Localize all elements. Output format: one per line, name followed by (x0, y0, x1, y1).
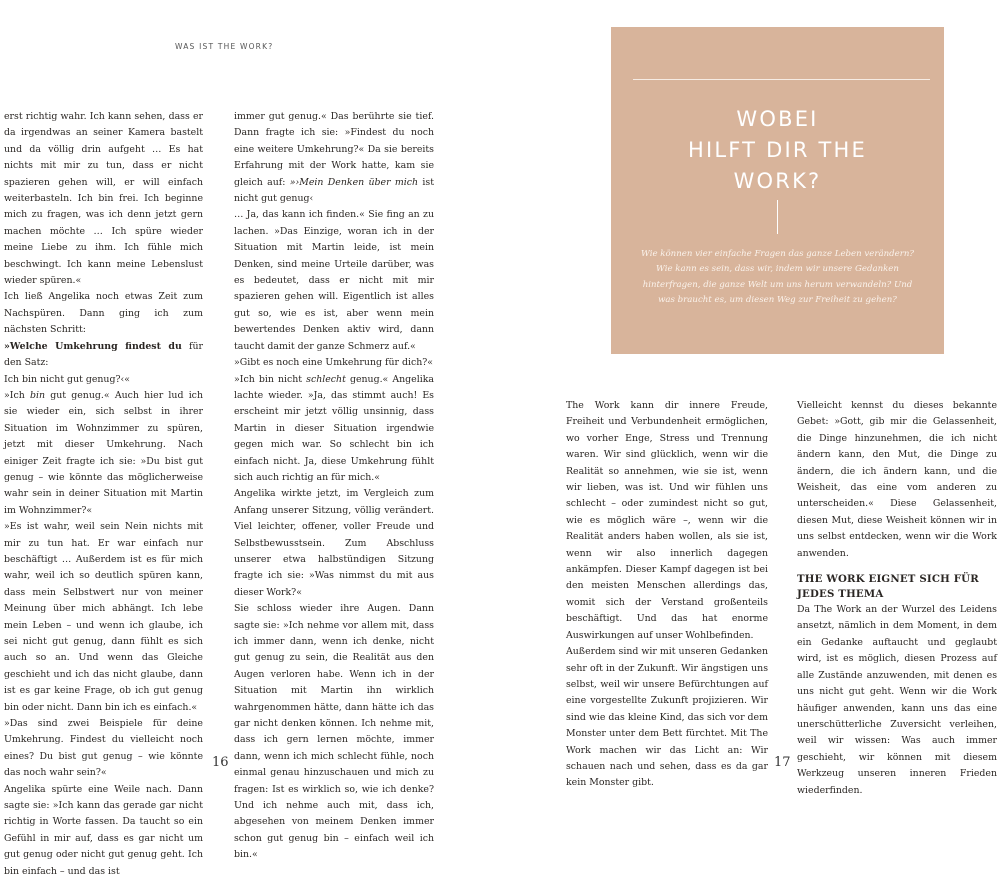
paragraph: Da The Work an der Wurzel des Leidens ansetzt, nämlich in dem Moment, in dem ein Gedanke auftaucht und geglaubt wird, ist es möglich, diesen Prozess auf alle Zustände anzuwenden, mit denen es uns nicht gut geht. Wenn wir die Work häufiger anwenden, kann uns das eine unerschütterliche Zuversicht verleihen, weil wir wissen: Was auch immer geschieht, wir können mit diesem Werkzeug unseren inneren Frieden wiederfinden. (797, 604, 997, 796)
paragraph: erst richtig wahr. Ich kann sehen, dass er da irgendwas an seiner Kamera bastelt und da völlig drin aufgeht … Es hat nichts mit mir zu tun, dass er nicht spazieren gehen will, er will einfach weiterbasteln. Ich bin frei. Ich beginne mich zu fragen, was ich denn jetzt gern machen möchte … Ich spüre wieder meine Liebe zu ihm. Ich fühle mich beschwingt. Ich kann meine Lebenslust wieder spüren.« (4, 111, 203, 287)
italic-word: schlecht (306, 373, 346, 385)
paragraph: Außerdem sind wir mit unseren Gedanken sehr oft in der Zukunft. Wir ängstigen uns selbst, weil wir unsere Befürchtungen auf eine vorgestellte Zukunft projizieren. Wir sind wie das kleine Kind, das sich vor dem Monster unter dem Bett fürchtet. Mit The Work machen wir das Licht an: Wir schauen nach und sehen, dass es da gar kein Monster gibt. (566, 646, 768, 789)
paragraph-text: Ich ließ Angelika noch etwas Zeit zum Nachspüren. Dann ging ich zum nächsten Schritt: (4, 291, 203, 336)
paragraph: »Gibt es noch eine Umkehrung für dich?« (234, 357, 433, 369)
chapter-title-line: HILFT DIR THE (687, 138, 867, 162)
paragraph-text: immer gut genug.« Das berührte sie tief. Dann fragte ich sie: »Findest du noch eine weitere Umkehrung?« Da sie bereits Erfahrung mit der Work hatte, kam sie gleich auf: (234, 111, 434, 188)
italic-quote: »›Mein Denken über mich (289, 176, 419, 188)
paragraph: »Das sind zwei Beispiele für deine Umkehrung. Findest du vielleicht noch eines? Du bist gut genug – wie könnte das noch wahr sein?« (4, 718, 203, 779)
paragraph: »Ich bin gut genug.« Auch hier lud ich sie wieder ein, sich selbst in ihrer Situation im Wohnzimmer zu spüren, jetzt mit dieser Umkehrung. Nach einiger Zeit fragte ich sie: »Du bist gut genug – wie könnte das möglicherweise wahr sein in deiner Situation mit Martin im Wohnzimmer?« (4, 389, 203, 516)
text-column-1 (4, 109, 203, 880)
paragraph: Angelika spürte eine Weile nach. Dann sagte sie: »Ich kann das gerade gar nicht richtig in Worte fassen. Da taucht so ein Gefühl in mir auf, dass es gar nicht um gut genug oder nicht gut genug geht. Ich bin einfach – und das ist (4, 783, 203, 877)
chapter-title-line: WOBEI (736, 107, 819, 131)
page-number-right: 17 (774, 755, 791, 770)
bold-question: »Welche Umkehrung findest du (4, 340, 182, 352)
paragraph-text: für den Satz: (4, 340, 203, 369)
paragraph: … Ja, das kann ich finden.« Sie fing an zu lachen. »Das Einzige, woran ich in der Situation mit Martin leide, ist mein Denken, sind meine Urteile darüber, was es bedeutet, dass er nicht mit mir spazieren gehen will. Eigentlich ist alles gut so, wie es ist, aber wenn mein bewertendes Denken aktiv wird, dann taucht damit der ganze Schmerz auf.« (234, 209, 434, 352)
paragraph: The Work kann dir innere Freude, Freiheit und Verbundenheit ermöglichen, wo vorher Enge, Stress und Trennung waren. Wir sind glücklich, wenn wir die Realität so annehmen, wie sie ist, wenn wir lieben, was ist. Und wir fühlen uns schlecht – oder zumindest nicht so gut, wie es möglich wäre –, wenn wir die Realität anders haben wollen, als sie ist, wenn wir also innerlich dagegen ankämpfen. Dieser Kampf dagegen ist bei den meisten Menschen allerdings das, womit sich der Verstand großenteils beschäftigt. Und das hat enorme Auswirkungen auf unser Wohlbefinden. (566, 400, 768, 641)
paragraph: Angelika wirkte jetzt, im Vergleich zum Anfang unserer Sitzung, völlig verändert. Viel leichter, offener, voller Freude und Selbstbewusstsein. Zum Abschluss unserer etwa halbstündigen Sitzung fragte ich sie: »Was nimmst du mit aus dieser Work?« (234, 488, 434, 598)
paragraph: Ich bin nicht gut genug?‹« (4, 373, 130, 385)
running-head: WAS IST THE WORK? (175, 42, 274, 51)
paragraph-text: »Ich bin nicht (234, 373, 303, 385)
paragraph: Vielleicht kennst du dieses bekannte Gebet: »Gott, gib mir die Gelassenheit, die Dinge hinzunehmen, die ich nicht ändern kann, den Mut, die Dinge zu ändern, die ich ändern kann, und die Weisheit, das eine vom anderen zu unterscheiden.« Diese Gelassenheit, diesen Mut, diese Weisheit können wir in uns selbst entdecken, wenn wir die Work anwenden. (797, 400, 997, 559)
chapter-title (611, 104, 944, 197)
paragraph: Sie schloss wieder ihre Augen. Dann sagte sie: »Ich nehme vor allem mit, dass ich immer dann, wenn ich denke, nicht gut genug zu sein, die Realität aus den Augen verloren habe. Wenn ich in der Situation mit Martin ihn wirklich wahrgenommen hätte, dann hätte ich das gar nicht denken können. Ich nehme mit, dass ich gern lernen möchte, immer dann, wenn ich mich schlecht fühle, noch einmal genau hinzuschauen und mich zu fragen: Ist es wirklich so, wie ich denke? Und ich nehme auch mit, dass ich, abgesehen von meinem Denken immer schon gut genug bin – einfach weil ich bin.« (234, 603, 434, 861)
paragraph (234, 372, 434, 487)
section-heading: THE WORK EIGNET SICH FÜR JEDES THEMA (797, 573, 979, 601)
page-number-left: 16 (212, 755, 229, 770)
chapter-intro-text: Wie können vier einfache Fragen das ganze Leben verändern? Wie kann es sein, dass wir, indem wir unsere Gedanken hinterfragen, die ganze Welt um uns herum verwandeln? Und was braucht es, um diesen Weg zur Freiheit zu gehen? (641, 249, 914, 306)
italic-word: bin (29, 389, 45, 401)
text-column-4 (797, 398, 997, 799)
paragraph: »Es ist wahr, weil sein Nein nichts mit mir zu tun hat. Er war einfach nur beschäftigt … Außerdem ist es für mich wahr, weil ich so deutlich spüren kann, dass mein Selbstwert nur von meiner Meinung über mich abhängt. Ich lebe mein Leben – und wenn ich glaube, ich sei nicht gut genug, dann fühlt es sich auch so an. Und wenn das Gleiche geschieht und ich das nicht glaube, dann ist es gar keine Frage, ob ich gut genug bin oder nicht. Dann bin ich es einfach.« (4, 521, 203, 713)
paragraph (234, 109, 434, 207)
text-column-3 (566, 398, 768, 792)
paragraph-text: ist nicht gut genug‹ (234, 176, 434, 205)
text-column-2 (234, 109, 434, 864)
right-page (504, 0, 1000, 800)
box-vertical-divider (777, 200, 778, 234)
paragraph-text: genug.« Angelika lachte wieder. »Ja, das stimmt auch! Es erscheint mir jetzt völlig unsinnig, dass Martin in dieser Situation irgendwie gegen mich war. So schlecht bin ich einfach nicht. Ja, diese Umkehrung fühlt sich auch richtig an für mich.« (234, 373, 434, 483)
left-page (0, 0, 496, 877)
paragraph (4, 289, 203, 371)
chapter-title-line: WORK? (733, 169, 822, 193)
box-top-rule (633, 79, 930, 80)
chapter-intro-box (611, 27, 944, 354)
